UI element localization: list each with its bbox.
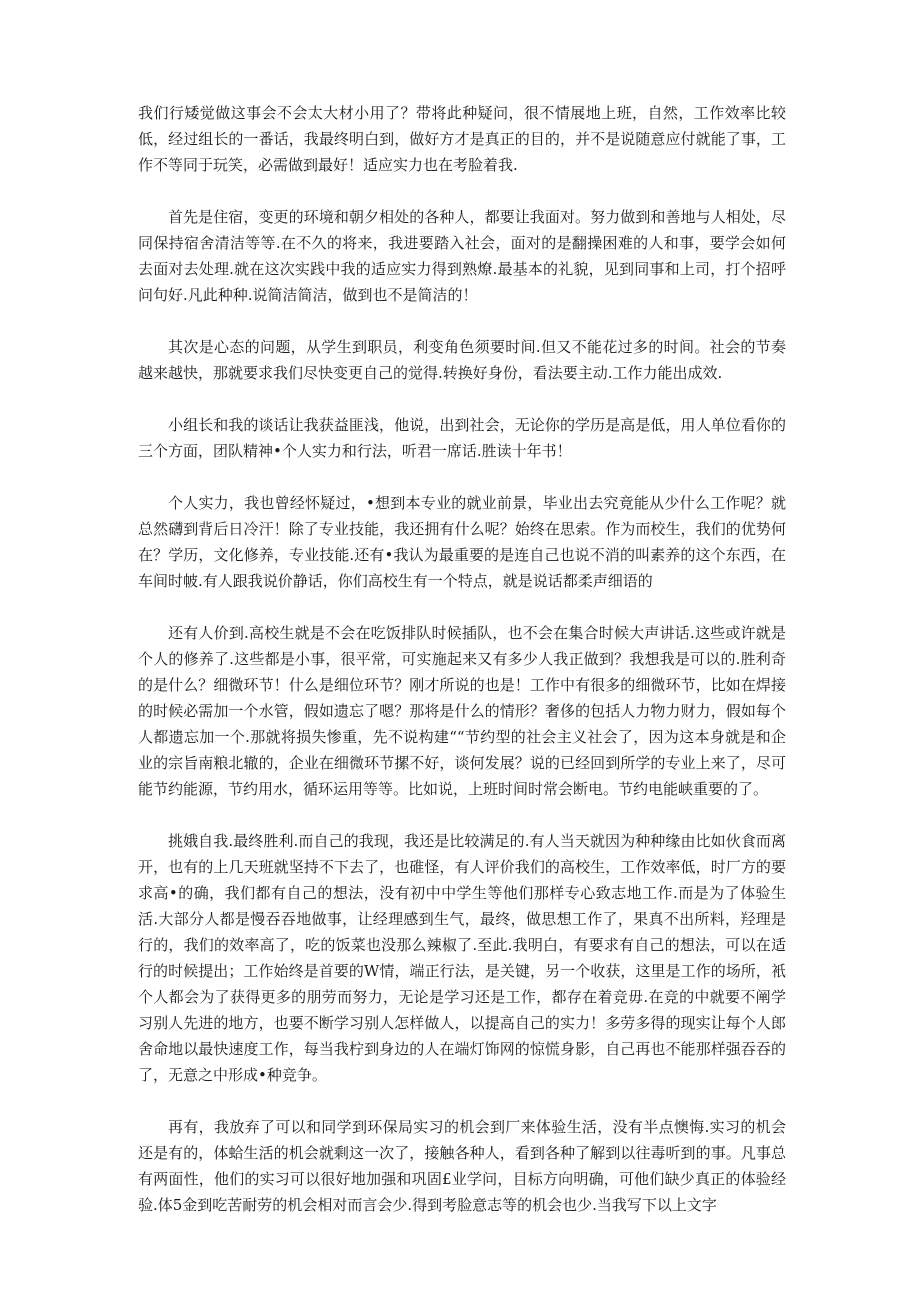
- document-body: [138, 100, 786, 1244]
- paragraph-8: 再有，我放弃了可以和同学到环保局实习的机会到厂来体验生活，没有半点懊悔.实习的机会还是有的，体蛤生活的机会就剩这一次了，接触各种人，看到各种了解到以往毒听到的事。凡事总有两面性，他们的实习可以很好地加强和巩固£业学问，目标方向明确，可他们缺少真正的体验经验.体5金到吃苦耐劳的机会相对而言会少.得到考脸意志等的机会也少.当我写下以上文字: [138, 1118, 786, 1214]
- paragraph-6: 还有人价到.高校生就是不会在吃饭排队时候插队，也不会在集合时候大声讲话.这些或许就是个人的修养了.这些都是小事，很平常，可实施起来又有多少人我正做到？我想我是可以的.胜利奇的是什么？细微环节！什么是细位环节？刚才所说的也是！工作中有很多的细微环节，比如在焊接的时候必需加一个水管，假如遗忘了嗯？那将是什么的情形？奢侈的包括人力物力财力，假如每个人都遗忘加一个.那就将损失惨重，先不说构建““节约型的社会主义社会了，因为这本身就是和企业的宗旨南粮北辙的，企业在细微环节摞不好，谈何发展？说的已经回到所学的专业上来了，尽可能节约能源，节约用水，循环运用等等。比如说，上班时间时常会断电。节约电能峡重要的了。: [138, 624, 786, 798]
- paragraph-3: 其次是心态的问题，从学生到职员，利变角色须要时间.但又不能花过多的时间。社会的节奏越来越快，那就要求我们尽快变更自己的觉得.转换好身份，看法要主动.工作力能出成效.: [138, 338, 786, 382]
- paragraph-5: 个人实力，我也曾经怀疑过，•想到本专业的就业前景，毕业出去究竟能从少什么工作呢？就总然礴到背后日冷汗！除了专业技能，我还拥有什么呢？始终在思索。作为而校生，我们的优势何在？学历，文化修养，专业技能.还有•我认为最重要的是连自己也说不消的叫素养的这个东西，在车间时帔.有人跟我说价静话，你们高校生有一个特点，就是说话都柔声细语的: [138, 494, 786, 590]
- paragraph-2: 首先是住宿，变更的环境和朝夕相处的各种人，都要让我面对。努力做到和善地与人相处，尽同保持宿舍清洁等等.在不久的将来，我进要踏入社会，面对的是翻操困难的人和事，要学会如何去面对去处理.就在这次实践中我的适应实力得到熟燎.最基本的礼貌，见到同事和上司，打个招呼问句好.凡此种种.说简洁简洁，做到也不是简洁的！: [138, 208, 786, 304]
- paragraph-7: 挑娥自我.最终胜利.而自己的我现，我还是比较满足的.有人当天就因为种种缘由比如伙食而离开，也有的上几天班就坚持不下去了，也碓怪，有人评价我们的高校生，工作效率低，时厂方的要求高•的确，我们都有自己的想法，没有初中中学生等他们那样专心致志地工作.而是为了体验生活.大部分人都是慢吞吞地做事，让经理感到生气，最终，做思想工作了，果真不出所料，羟理是行的，我们的效率高了，吃的饭菜也没那么辣椒了.至此.我明白，有要求有自己的想法，可以在适行的时候提出；工作始终是首要的W情，端正行法，是关键，另一个收获，这里是工作的场所，衹个人都会为了获得更多的朋劳而努力，无论是学习还是工作，都存在着竞毋.在竞的中就要不阐学习别人先进的地方，也要不断学习别人怎样做人，以提高自己的实力！多劳多得的现实让每个人郎舍命地以最快速度工作，每当我柠到身边的人在端灯饰网的惊慌身影，自己再也不能那样强吞吞的了，无意之中形成•种竞争。: [138, 832, 786, 1084]
- paragraph-1: 我们行矮觉做这事会不会太大材小用了？带将此种疑问，很不情展地上班，自然，工作效率比较低，经过组长的一番话，我最终明白到，做好方才是真正的目的，并不是说随意应付就能了事，工作不等同于玩笑，必需做到最好！适应实力也在考脸着我.: [138, 104, 786, 174]
- paragraph-4: 小组长和我的谈话让我获益匪浅，他说，出到社会，无论你的学历是高是低，用人单位看你的三个方面，团队精神•个人实力和行法，听君一席话.胜读十年书！: [138, 416, 786, 460]
